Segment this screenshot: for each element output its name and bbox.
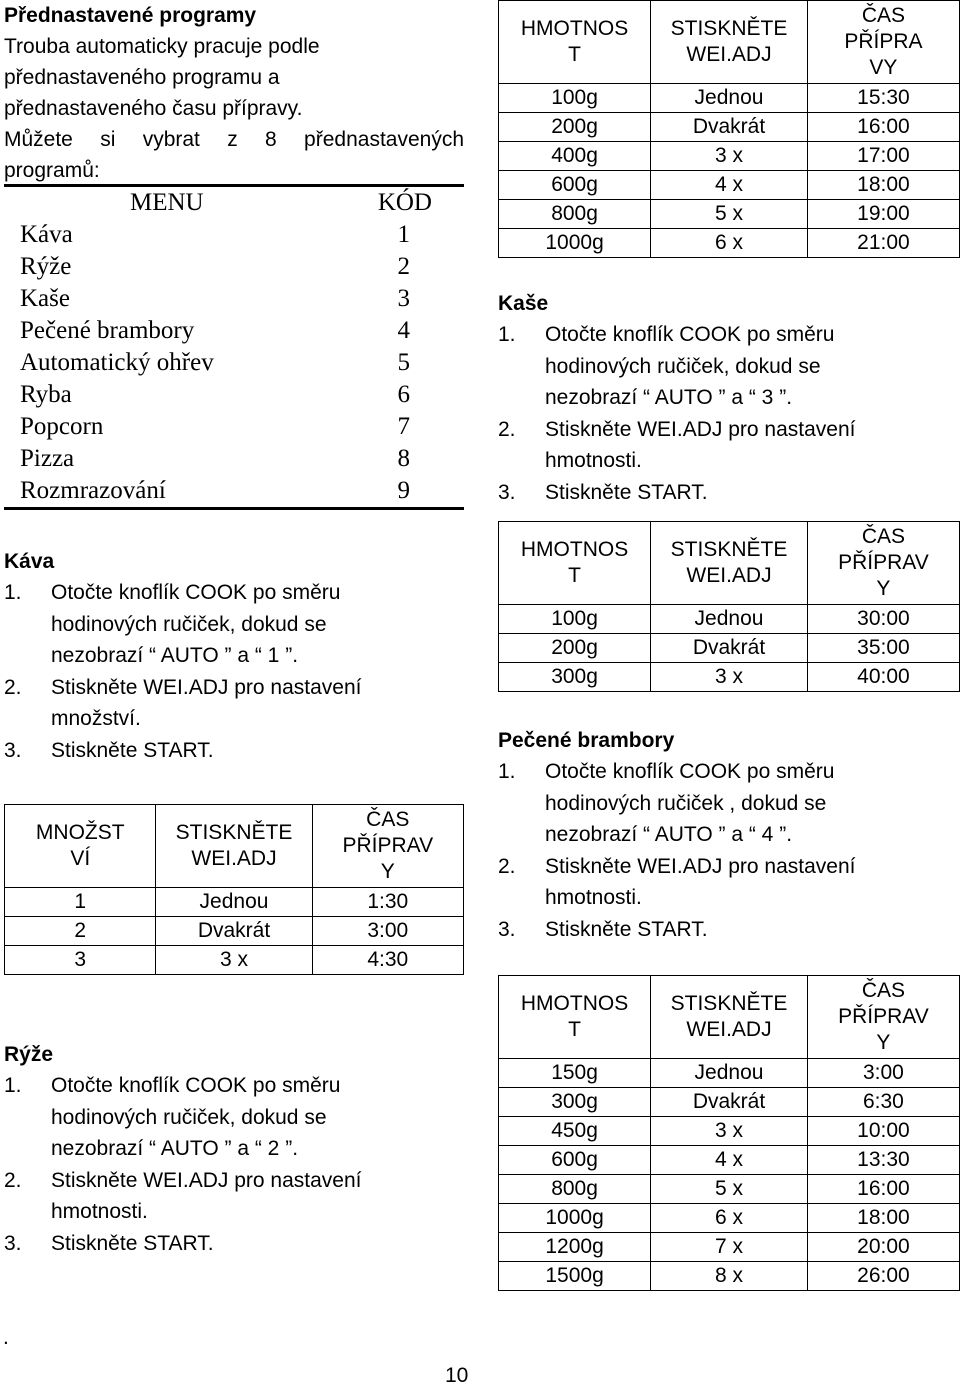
step xyxy=(4,1102,464,1134)
step xyxy=(498,445,960,477)
table-cell: 10:00 xyxy=(807,1117,959,1146)
page-number: 10 xyxy=(445,1364,469,1387)
step xyxy=(498,477,960,509)
table-cell: 450g xyxy=(499,1117,651,1146)
step xyxy=(4,1196,464,1228)
table-cell: 8 x xyxy=(651,1262,808,1291)
step-text: nezobrazí “ AUTO ” a “ 3 ”. xyxy=(545,386,793,409)
step-text: hmotnosti. xyxy=(545,886,642,909)
table-cell: 18:00 xyxy=(807,1204,959,1233)
step-text: Stiskněte START. xyxy=(51,738,214,762)
table-cell: 1000g xyxy=(499,1204,651,1233)
table-cell: 4:30 xyxy=(312,946,463,975)
menu-header-menu: MENU xyxy=(130,189,204,216)
table-cell: 200g xyxy=(499,634,651,663)
section-title: Pečené brambory xyxy=(498,729,675,752)
menu-item-code: 6 xyxy=(397,381,410,408)
step-text: množství. xyxy=(51,707,141,730)
table-cell: Jednou xyxy=(651,1059,808,1088)
table-row xyxy=(499,1117,960,1146)
step-text: hodinových ručiček, dokud se xyxy=(51,1105,327,1129)
step xyxy=(498,851,960,883)
step-text: Stiskněte WEI.ADJ pro nastavení xyxy=(51,1168,362,1192)
table-cell: 800g xyxy=(499,200,651,229)
table-row xyxy=(5,917,464,946)
steps-list xyxy=(498,319,960,508)
table-cell: 5 x xyxy=(651,1175,808,1204)
table-cell: 1 xyxy=(5,888,156,917)
table-row xyxy=(499,1146,960,1175)
table-cell: 2 xyxy=(5,917,156,946)
table-cell: 16:00 xyxy=(807,113,959,142)
table-cell: 13:30 xyxy=(807,1146,959,1175)
menu-item-code: 8 xyxy=(397,445,410,472)
menu-item-name: Pečené brambory xyxy=(20,317,195,344)
table-cell: Jednou xyxy=(156,888,312,917)
step-text: Otočte knoflík COOK po směru xyxy=(545,760,835,783)
section-title: Rýže xyxy=(4,1043,54,1066)
table-cell: 15:30 xyxy=(807,84,959,113)
table-cell: 30:00 xyxy=(807,605,959,634)
table-cell: 4 x xyxy=(651,171,808,200)
step-number: 2. xyxy=(4,675,22,699)
table-row xyxy=(499,1233,960,1262)
menu-row xyxy=(4,315,464,347)
steps-list xyxy=(4,1070,464,1259)
ryze-table xyxy=(498,0,960,258)
table-cell: 3:00 xyxy=(312,917,463,946)
table-header-cell: ČAS PŘÍPRAV Y xyxy=(807,522,959,605)
table-header-cell: MNOŽST VÍ xyxy=(5,805,156,888)
menu-row xyxy=(4,283,464,315)
menu-item-code: 2 xyxy=(397,253,410,280)
menu-row xyxy=(4,251,464,283)
step-text: Stiskněte WEI.ADJ pro nastavení xyxy=(51,675,362,699)
table-cell: 5 x xyxy=(651,200,808,229)
step-number: 3. xyxy=(498,917,516,941)
step-text: hmotnosti. xyxy=(51,1200,148,1223)
step-text: Stiskněte START. xyxy=(545,917,708,941)
table-cell: 3 xyxy=(5,946,156,975)
table-header-row xyxy=(499,522,960,605)
table-row xyxy=(499,229,960,258)
menu-item-code: 4 xyxy=(397,317,410,344)
table-cell: 600g xyxy=(499,171,651,200)
step xyxy=(498,788,960,820)
table-cell: Jednou xyxy=(651,605,808,634)
steps-list xyxy=(498,756,960,945)
intro-line: programů: xyxy=(4,159,100,182)
table-cell: Dvakrát xyxy=(651,634,808,663)
kava-table xyxy=(4,804,464,975)
table-header-cell: HMOTNOS T xyxy=(499,1,651,84)
menu-row xyxy=(4,347,464,379)
table-cell: 150g xyxy=(499,1059,651,1088)
table-cell: 3 x xyxy=(651,142,808,171)
menu-row xyxy=(4,443,464,475)
table-header-cell: HMOTNOS T xyxy=(499,522,651,605)
table-cell: 6 x xyxy=(651,229,808,258)
step-text: nezobrazí “ AUTO ” a “ 2 ”. xyxy=(51,1137,299,1160)
step-text: Stiskněte WEI.ADJ pro nastavení xyxy=(545,417,856,441)
step-number: 1. xyxy=(498,760,516,783)
step xyxy=(4,703,464,735)
table-cell: 20:00 xyxy=(807,1233,959,1262)
table-cell: 7 x xyxy=(651,1233,808,1262)
intro-section xyxy=(4,0,464,186)
menu-item-code: 5 xyxy=(397,349,410,376)
step xyxy=(4,1165,464,1197)
table-header-row xyxy=(499,976,960,1059)
table-cell: 300g xyxy=(499,1088,651,1117)
step xyxy=(4,672,464,704)
table-row xyxy=(499,113,960,142)
step xyxy=(4,640,464,672)
menu-item-name: Popcorn xyxy=(20,413,104,440)
step xyxy=(498,414,960,446)
menu-item-code: 3 xyxy=(397,285,410,312)
table-row xyxy=(499,605,960,634)
table-cell: 21:00 xyxy=(807,229,959,258)
table-row xyxy=(5,946,464,975)
table-row xyxy=(499,171,960,200)
table-cell: 800g xyxy=(499,1175,651,1204)
step-number: 3. xyxy=(4,738,22,762)
table-cell: 40:00 xyxy=(807,663,959,692)
table-header-cell: STISKNĚTE WEI.ADJ xyxy=(651,976,808,1059)
table-cell: 3:00 xyxy=(807,1059,959,1088)
step-text: Otočte knoflík COOK po směru xyxy=(51,581,341,604)
step xyxy=(498,819,960,851)
menu-item-name: Rozmrazování xyxy=(20,477,166,504)
menu-row xyxy=(4,219,464,251)
step-number: 1. xyxy=(4,1074,22,1097)
table-cell: Jednou xyxy=(651,84,808,113)
menu-item-code: 7 xyxy=(397,413,410,440)
step xyxy=(4,577,464,609)
table-header-cell: STISKNĚTE WEI.ADJ xyxy=(651,1,808,84)
table-cell: 100g xyxy=(499,84,651,113)
menu-item-name: Rýže xyxy=(20,253,72,280)
steps-list xyxy=(4,577,464,766)
step-text: hmotnosti. xyxy=(545,449,642,472)
step xyxy=(4,1228,464,1260)
step xyxy=(498,382,960,414)
table-header-row xyxy=(5,805,464,888)
table-cell: 19:00 xyxy=(807,200,959,229)
step xyxy=(4,1070,464,1102)
step xyxy=(498,351,960,383)
step-number: 1. xyxy=(4,581,22,604)
step-text: nezobrazí “ AUTO ” a “ 4 ”. xyxy=(545,823,793,846)
menu-header-code: KÓD xyxy=(377,189,432,216)
table-cell: 26:00 xyxy=(807,1262,959,1291)
menu-item-name: Automatický ohřev xyxy=(20,349,214,376)
menu-row xyxy=(4,411,464,443)
table-cell: 3 x xyxy=(156,946,312,975)
table-row xyxy=(499,1204,960,1233)
table-cell: 100g xyxy=(499,605,651,634)
intro-line: Můžete si vybrat z 8 přednastavených xyxy=(4,128,464,151)
table-cell: Dvakrát xyxy=(651,113,808,142)
table-header-cell: STISKNĚTE WEI.ADJ xyxy=(651,522,808,605)
table-cell: Dvakrát xyxy=(156,917,312,946)
ryze-section xyxy=(4,1039,464,1259)
menu-item-code: 1 xyxy=(397,221,410,248)
step-text: Otočte knoflík COOK po směru xyxy=(545,323,835,346)
kava-section xyxy=(4,546,464,766)
table-header-row xyxy=(499,1,960,84)
table-cell: 3 x xyxy=(651,663,808,692)
table-cell: 300g xyxy=(499,663,651,692)
menu-item-name: Kaše xyxy=(20,285,70,312)
table-row xyxy=(499,663,960,692)
menu-row xyxy=(4,475,464,507)
step-text: Stiskněte WEI.ADJ pro nastavení xyxy=(545,854,856,878)
table-header-cell: HMOTNOS T xyxy=(499,976,651,1059)
intro-line: přednastaveného programu a xyxy=(4,66,280,89)
table-cell: 16:00 xyxy=(807,1175,959,1204)
table-cell: 600g xyxy=(499,1146,651,1175)
step-number: 2. xyxy=(498,417,516,441)
section-title: Přednastavené programy xyxy=(4,4,257,27)
menu-row xyxy=(4,379,464,411)
section-title: Káva xyxy=(4,550,55,573)
menu-header xyxy=(4,187,464,219)
step xyxy=(498,882,960,914)
intro-line: přednastaveného času přípravy. xyxy=(4,97,303,120)
step-number: 3. xyxy=(498,480,516,504)
table-header-cell: ČAS PŘÍPRAV Y xyxy=(312,805,463,888)
step xyxy=(498,914,960,946)
table-cell: 18:00 xyxy=(807,171,959,200)
table-cell: 17:00 xyxy=(807,142,959,171)
step xyxy=(4,1133,464,1165)
step-number: 2. xyxy=(498,854,516,878)
table-cell: 3 x xyxy=(651,1117,808,1146)
step-text: nezobrazí “ AUTO ” a “ 1 ”. xyxy=(51,644,299,667)
table-row xyxy=(5,888,464,917)
kase-table xyxy=(498,521,960,692)
table-row xyxy=(499,200,960,229)
table-header-cell: ČAS PŘÍPRA VY xyxy=(807,1,959,84)
table-row xyxy=(499,1175,960,1204)
step-number: 3. xyxy=(4,1231,22,1255)
table-cell: Dvakrát xyxy=(651,1088,808,1117)
table-cell: 6:30 xyxy=(807,1088,959,1117)
table-cell: 400g xyxy=(499,142,651,171)
step xyxy=(4,609,464,641)
step-number: 2. xyxy=(4,1168,22,1192)
step xyxy=(498,319,960,351)
step xyxy=(498,756,960,788)
table-cell: 1200g xyxy=(499,1233,651,1262)
menu-item-name: Pizza xyxy=(20,445,75,472)
brambory-section xyxy=(498,725,960,945)
stray-dot: . xyxy=(3,1326,9,1349)
step-number: 1. xyxy=(498,323,516,346)
table-header-cell: STISKNĚTE WEI.ADJ xyxy=(156,805,312,888)
intro-line: Trouba automaticky pracuje podle xyxy=(4,35,320,58)
kase-section xyxy=(498,288,960,508)
table-cell: 1500g xyxy=(499,1262,651,1291)
table-header-cell: ČAS PŘÍPRAV Y xyxy=(807,976,959,1059)
step-text: hodinových ručiček, dokud se xyxy=(51,612,327,636)
table-cell: 4 x xyxy=(651,1146,808,1175)
step xyxy=(4,735,464,767)
brambory-table xyxy=(498,975,960,1291)
table-row xyxy=(499,634,960,663)
table-cell: 35:00 xyxy=(807,634,959,663)
table-row xyxy=(499,1262,960,1291)
table-cell: 1000g xyxy=(499,229,651,258)
step-text: Otočte knoflík COOK po směru xyxy=(51,1074,341,1097)
table-cell: 200g xyxy=(499,113,651,142)
menu-item-code: 9 xyxy=(397,477,410,504)
step-text: Stiskněte START. xyxy=(545,480,708,504)
table-row xyxy=(499,1088,960,1117)
menu-item-name: Káva xyxy=(20,221,73,248)
menu-item-name: Ryba xyxy=(20,381,72,408)
table-row xyxy=(499,1059,960,1088)
table-cell: 6 x xyxy=(651,1204,808,1233)
step-text: Stiskněte START. xyxy=(51,1231,214,1255)
step-text: hodinových ručiček , dokud se xyxy=(545,791,827,815)
table-row xyxy=(499,84,960,113)
table-cell: 1:30 xyxy=(312,888,463,917)
menu-table xyxy=(4,184,464,510)
section-title: Kaše xyxy=(498,292,549,315)
table-row xyxy=(499,142,960,171)
step-text: hodinových ručiček, dokud se xyxy=(545,354,821,378)
